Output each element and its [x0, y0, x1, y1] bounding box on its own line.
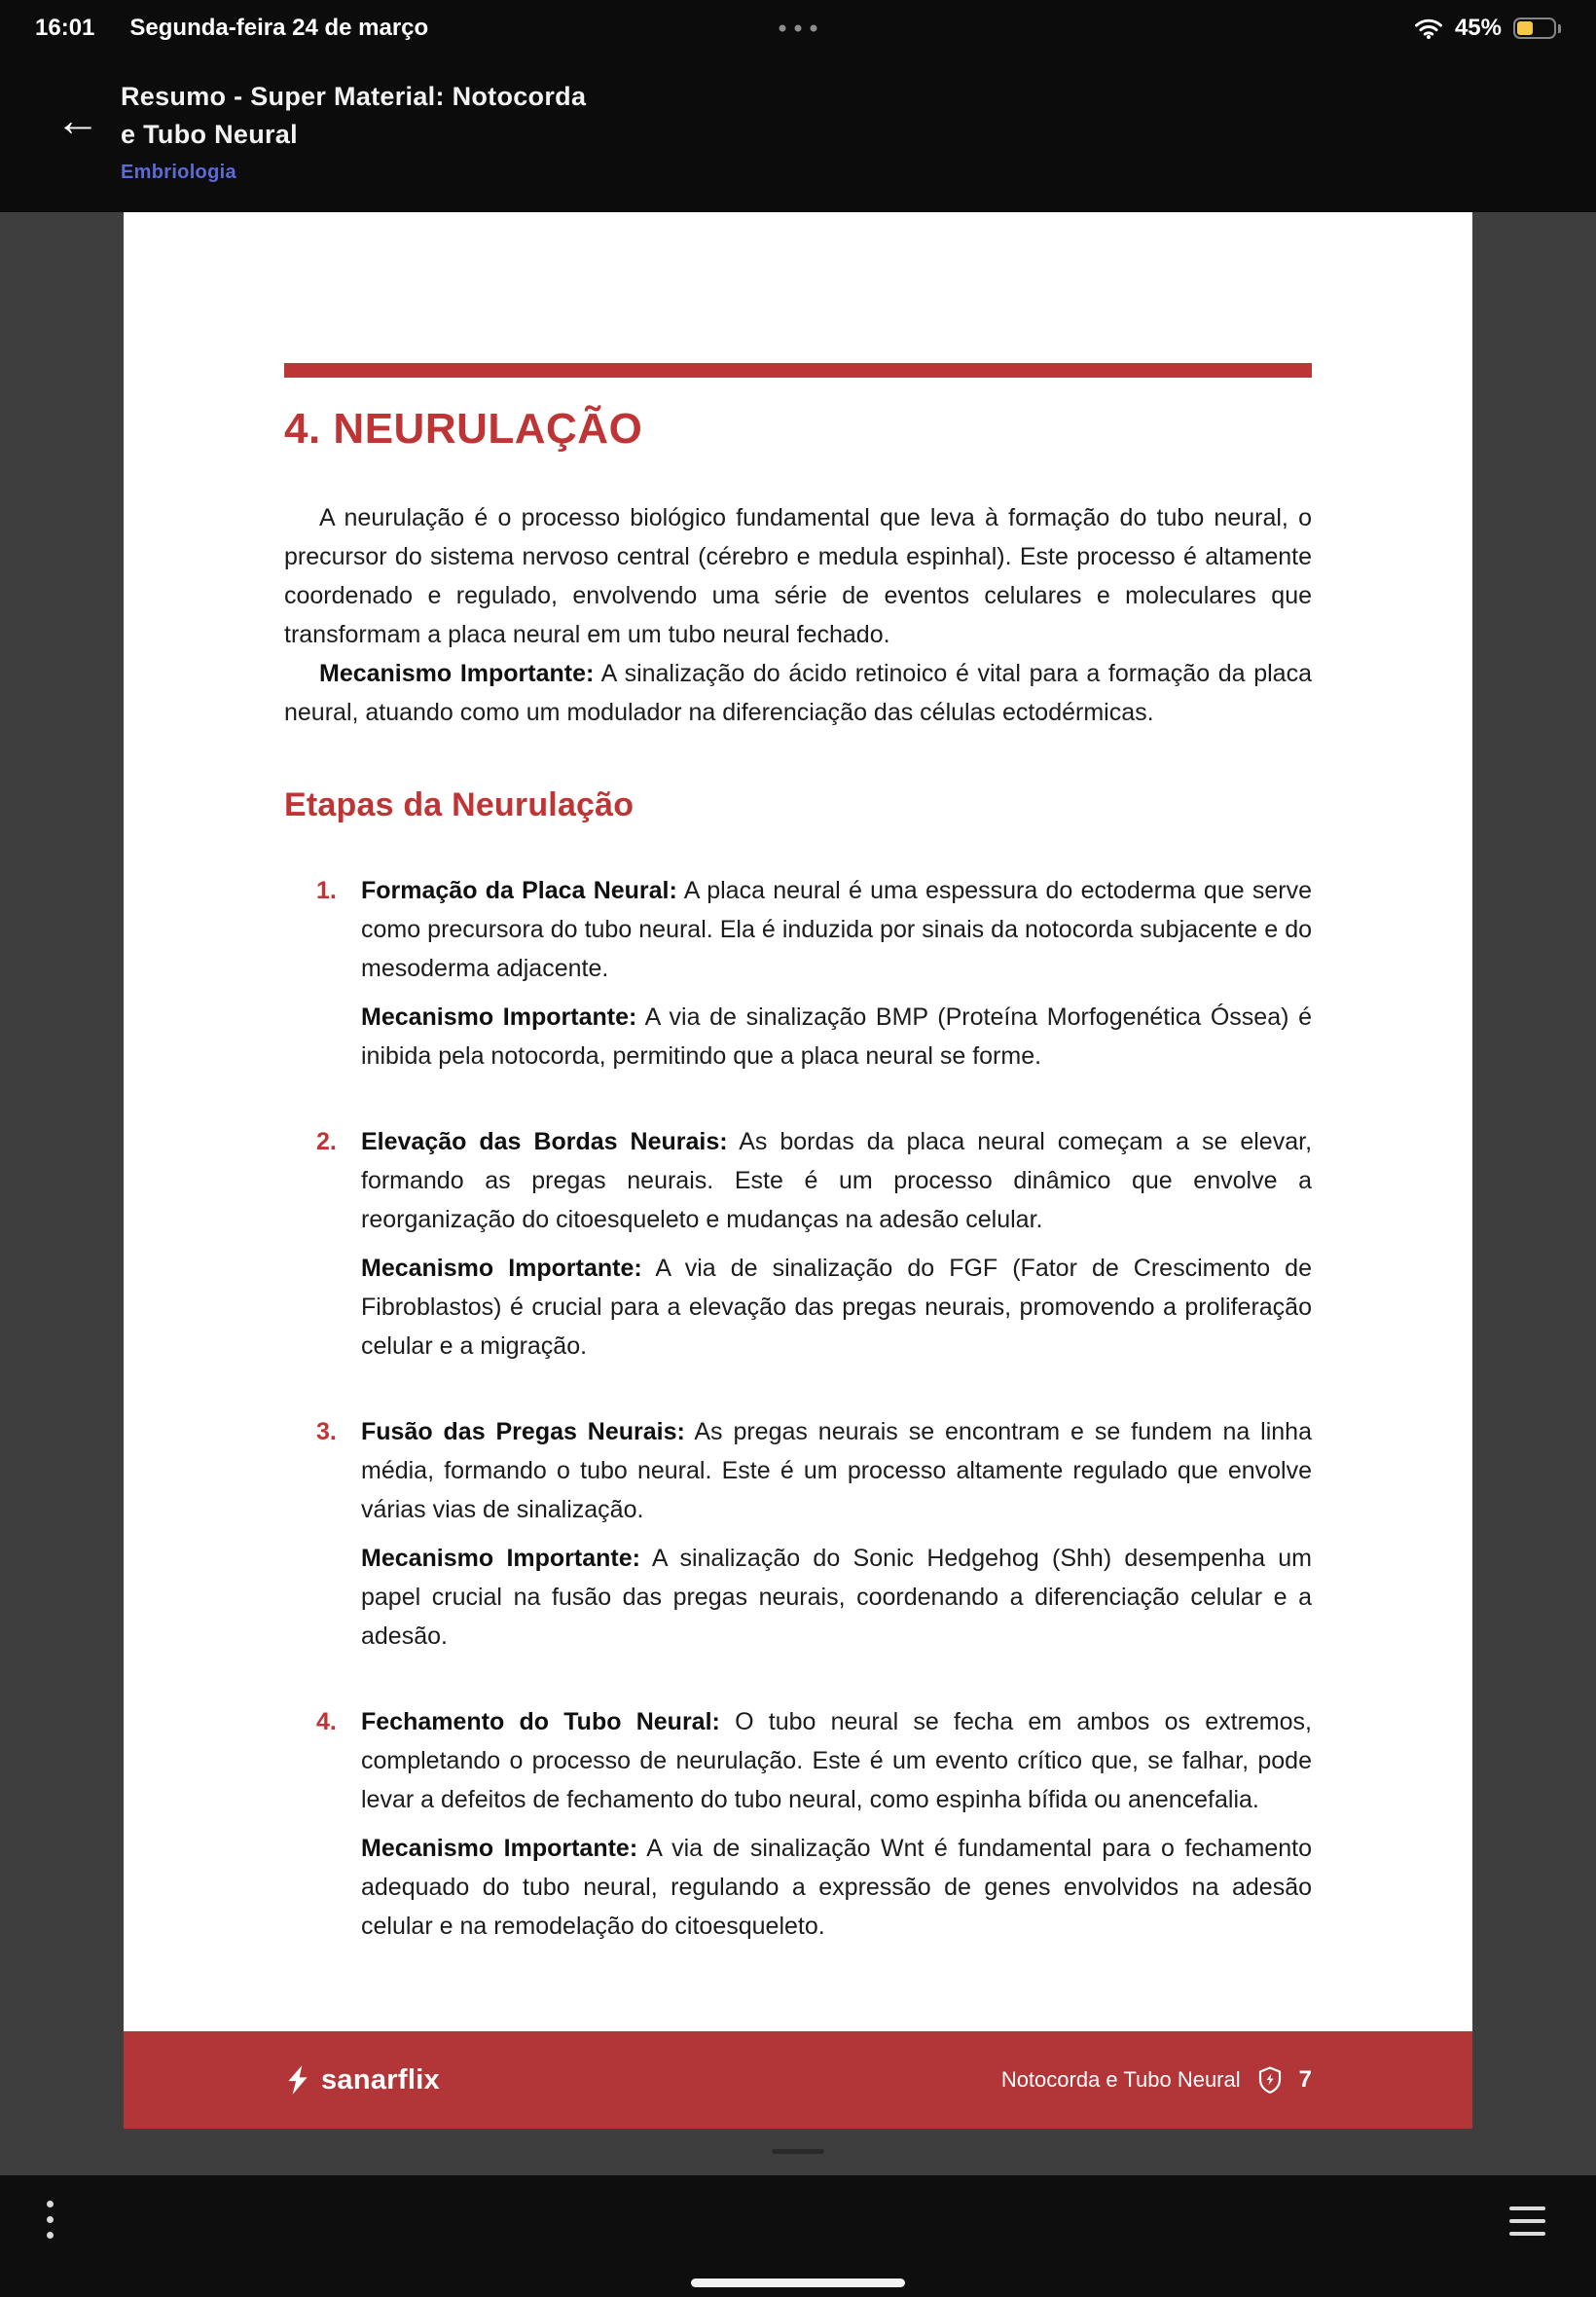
brand [284, 2064, 440, 2096]
mechanism-label: Mecanismo Importante: [361, 1003, 637, 1031]
section-heading: Etapas da Neurulação [284, 786, 635, 823]
dot [795, 25, 802, 32]
list-number: 4. [316, 1708, 337, 1735]
mechanism-text: A via de sinalização BMP (Proteína Morfogenética Óssea) é inibida pela notocorda, permitindo que a placa neural se forme. [361, 1003, 1312, 1070]
list-item-text [361, 1412, 1312, 1529]
title-rule [284, 363, 1312, 378]
mechanism-text: A sinalização do Sonic Hedgehog (Shh) desempenha um papel crucial na fusão das pregas neurais, coordenando a diferenciação celular e a adesão. [361, 1545, 1312, 1650]
status-date: Segunda-feira 24 de março [129, 15, 429, 41]
page-content [124, 212, 1472, 2031]
mechanism-label: Mecanismo Importante: [361, 1545, 640, 1572]
bar [1509, 2219, 1545, 2223]
doc-title: 4. NEURULAÇÃO [284, 405, 643, 453]
mechanism-label: Mecanismo Importante: [361, 1835, 638, 1862]
intro-paragraph [284, 498, 1312, 654]
step-title: Formação da Placa Neural: [361, 877, 677, 904]
nav-bar [0, 56, 1596, 212]
footer-right [1001, 2066, 1312, 2094]
dot [780, 25, 786, 32]
list-item [284, 1412, 1312, 1656]
nav-title-line2: e Tubo Neural [121, 120, 298, 149]
list-item [284, 1122, 1312, 1366]
mechanism-text: A sinalização do ácido retinoico é vital para a formação da placa neural, atuando como um modulador na diferenciação das células ectodérmicas. [284, 660, 1312, 726]
mechanism-label: Mecanismo Importante: [361, 1255, 642, 1282]
document-viewport[interactable] [0, 212, 1596, 2175]
next-page-edge [772, 2149, 824, 2154]
dot [811, 25, 817, 32]
mechanism-label: Mecanismo Importante: [319, 660, 595, 687]
shield-icon [1258, 2066, 1282, 2094]
nav-title-line1: Resumo - Super Material: Notocorda [121, 82, 587, 111]
step-text: O tubo neural se fecha em ambos os extremos, completando o processo de neurulação. Este é um evento crítico que, se falhar, pode levar a defeitos de fechamento do tubo neural, como espinha bífida ou anencefalia. [361, 1708, 1312, 1813]
menu-button[interactable] [1509, 2206, 1545, 2236]
battery-body [1513, 18, 1556, 39]
page-footer [124, 2031, 1472, 2129]
wifi-icon [1414, 18, 1443, 39]
battery-fill [1517, 21, 1533, 35]
bottom-toolbar [0, 2175, 1596, 2297]
step-title: Elevação das Bordas Neurais: [361, 1128, 728, 1155]
more-options-button[interactable] [47, 2201, 54, 2239]
dot [47, 2216, 54, 2223]
step-text: As pregas neurais se encontram e se fundem na linha média, formando o tubo neural. Este é um processo altamente regulado que envolve várias vias de sinalização. [361, 1418, 1312, 1523]
list-number: 3. [316, 1418, 337, 1445]
step-text: As bordas da placa neural começam a se elevar, formando as pregas neurais. Este é um processo dinâmico que envolve a reorganização do citoesqueleto e mudanças na adesão celular. [361, 1128, 1313, 1233]
list-item [284, 1702, 1312, 1946]
list-item-body [361, 1122, 1312, 1366]
list-item-mechanism [361, 1829, 1312, 1946]
step-title: Fechamento do Tubo Neural: [361, 1708, 720, 1735]
list-item-text [361, 1122, 1312, 1239]
list-number: 1. [316, 877, 337, 904]
step-title: Fusão das Pregas Neurais: [361, 1418, 685, 1445]
list-item-mechanism [361, 998, 1312, 1076]
multitask-dots-icon[interactable] [780, 25, 817, 32]
pdf-page [124, 212, 1472, 2129]
list-item-text [361, 871, 1312, 988]
status-right [1414, 15, 1561, 42]
nav-titles [121, 78, 586, 184]
step-text: A placa neural é uma espessura do ectoderma que serve como precursora do tubo neural. Ela é induzida por sinais da notocorda subjacente e do mesoderma adjacente. [361, 877, 1312, 982]
nav-subtitle: Embriologia [121, 162, 236, 183]
list-number: 2. [316, 1128, 337, 1155]
list-item-mechanism [361, 1539, 1312, 1656]
list-item [284, 871, 1312, 1076]
battery-nub [1558, 24, 1561, 33]
footer-page-number: 7 [1298, 2066, 1312, 2093]
home-indicator[interactable] [691, 2279, 905, 2287]
footer-doc-title: Notocorda e Tubo Neural [1000, 2067, 1241, 2092]
brand-name: sanarflix [321, 2063, 440, 2096]
battery-icon [1513, 18, 1561, 39]
intro-mechanism-paragraph [284, 654, 1312, 732]
status-left [35, 15, 428, 42]
mechanism-text: A via de sinalização do FGF (Fator de Crescimento de Fibroblastos) é crucial para a elevação das pregas neurais, promovendo a proliferação celular e a migração. [361, 1255, 1312, 1360]
status-bar [0, 0, 1596, 56]
list-item-body [361, 871, 1312, 1076]
sanarflix-logo-icon [284, 2064, 311, 2096]
list-item-mechanism [361, 1249, 1312, 1366]
dot [47, 2232, 54, 2239]
list-item-body [361, 1702, 1312, 1946]
bar [1509, 2232, 1545, 2236]
status-time: 16:01 [35, 15, 95, 41]
list-item-body [361, 1412, 1312, 1656]
intro-text: A neurulação é o processo biológico fundamental que leva à formação do tubo neural, o precursor do sistema nervoso central (cérebro e medula espinhal). Este processo é altamente coordenado e regulado, envolvendo uma série de eventos celulares e moleculares que transformam a placa neural em um tubo neural fechado. [284, 504, 1312, 648]
battery-percent: 45% [1454, 15, 1502, 41]
bar [1509, 2206, 1545, 2210]
dot [47, 2201, 54, 2207]
list-item-text [361, 1702, 1312, 1819]
mechanism-text: A via de sinalização Wnt é fundamental para o fechamento adequado do tubo neural, regulando a expressão de genes envolvidos na adesão celular e na remodelação do citoesqueleto. [361, 1835, 1312, 1940]
back-button[interactable]: ← [55, 94, 100, 145]
